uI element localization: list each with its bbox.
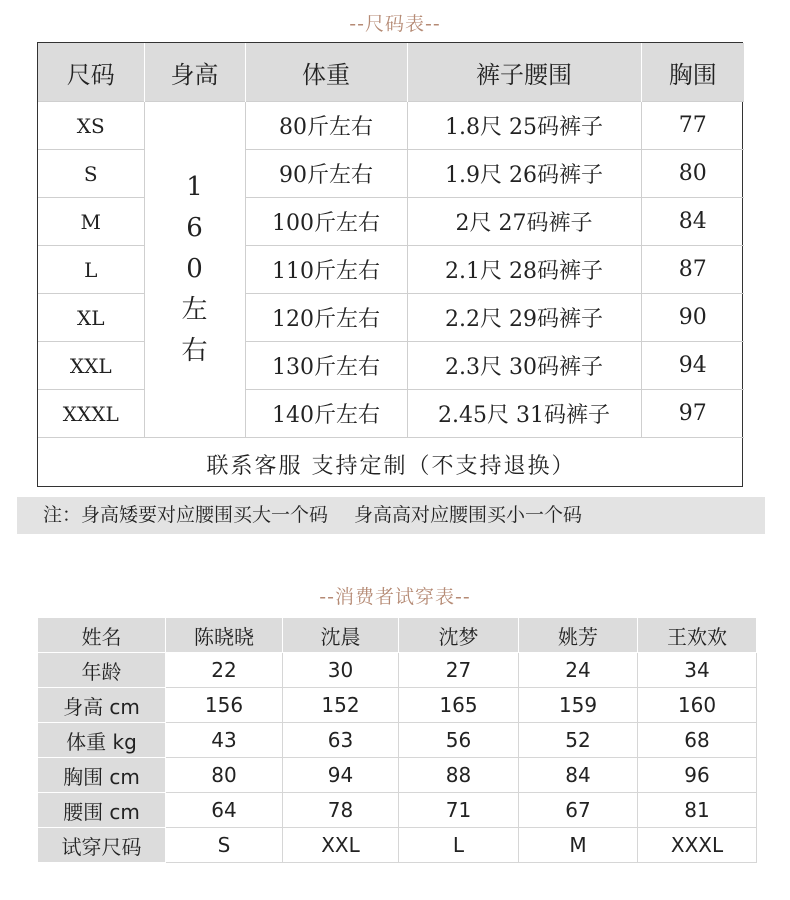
size-value: L: [38, 246, 144, 294]
trial-value: 80: [166, 758, 283, 793]
weight-value: 110斤左右: [245, 246, 407, 294]
trial-table: [37, 617, 757, 863]
waist-value: 2.2尺 29码裤子: [407, 294, 641, 342]
trial-table-title: --消费者试穿表--: [319, 586, 471, 608]
trial-value: 152: [283, 688, 399, 723]
header-height: 身高: [144, 43, 245, 102]
trial-value: 165: [399, 688, 519, 723]
chest-value: 94: [641, 342, 744, 390]
row-label: 身高 cm: [38, 688, 166, 723]
note-tall: 身高高对应腰围买小一个码: [354, 504, 583, 526]
size-value: XL: [38, 294, 144, 342]
note-short: 注：身高矮要对应腰围买大一个码: [43, 504, 329, 526]
waist-value: 2.3尺 30码裤子: [407, 342, 641, 390]
trial-value: 56: [399, 723, 519, 758]
height-char: 1: [186, 172, 203, 202]
chest-value: 97: [641, 390, 744, 438]
header-chest: 胸围: [641, 43, 744, 102]
trial-value: 34: [638, 653, 757, 688]
trial-value: 78: [283, 793, 399, 828]
weight-value: 80斤左右: [245, 102, 407, 150]
size-chart-title: --尺码表--: [349, 13, 441, 35]
trial-value: 22: [166, 653, 283, 688]
trial-row: [38, 828, 757, 863]
trial-value: 88: [399, 758, 519, 793]
trial-row: [38, 758, 757, 793]
size-row: [38, 198, 744, 246]
size-row: [38, 294, 744, 342]
size-value: XXXL: [38, 390, 144, 438]
trial-value: 67: [519, 793, 638, 828]
row-label: 体重 kg: [38, 723, 166, 758]
trial-row: [38, 653, 757, 688]
trial-value: XXL: [283, 828, 399, 863]
size-row: [38, 390, 744, 438]
size-chart-header-row: [38, 43, 744, 102]
size-row: [38, 150, 744, 198]
trial-row: [38, 688, 757, 723]
trial-value: 71: [399, 793, 519, 828]
size-value: XS: [38, 102, 144, 150]
waist-value: 1.9尺 26码裤子: [407, 150, 641, 198]
trial-value: M: [519, 828, 638, 863]
weight-value: 90斤左右: [245, 150, 407, 198]
trial-value: 64: [166, 793, 283, 828]
trial-value: L: [399, 828, 519, 863]
header-weight: 体重: [245, 43, 407, 102]
chest-value: 87: [641, 246, 744, 294]
header-waist: 裤子腰围: [407, 43, 641, 102]
size-value: S: [38, 150, 144, 198]
size-value: M: [38, 198, 144, 246]
height-value: [144, 102, 245, 438]
trial-row: [38, 793, 757, 828]
weight-value: 140斤左右: [245, 390, 407, 438]
weight-value: 100斤左右: [245, 198, 407, 246]
weight-value: 130斤左右: [245, 342, 407, 390]
contact-row: [38, 438, 744, 491]
row-label: 胸围 cm: [38, 758, 166, 793]
height-char: 左: [181, 295, 208, 325]
trial-value: 24: [519, 653, 638, 688]
trial-value: 52: [519, 723, 638, 758]
size-row: [38, 246, 744, 294]
waist-value: 2尺 27码裤子: [407, 198, 641, 246]
trial-value: 81: [638, 793, 757, 828]
size-value: XXL: [38, 342, 144, 390]
chest-value: 80: [641, 150, 744, 198]
trial-value: 68: [638, 723, 757, 758]
trial-value: 94: [283, 758, 399, 793]
tester-name: 陈晓晓: [166, 618, 283, 653]
tester-name: 沈梦: [399, 618, 519, 653]
height-char: 右: [181, 336, 208, 366]
size-row: [38, 102, 744, 150]
contact-text: 联系客服 支持定制（不支持退换）: [38, 438, 744, 491]
trial-value: 27: [399, 653, 519, 688]
trial-value: 84: [519, 758, 638, 793]
height-char: 0: [186, 254, 203, 284]
size-row: [38, 342, 744, 390]
trial-header-row: [38, 618, 757, 653]
trial-value: 43: [166, 723, 283, 758]
trial-value: 30: [283, 653, 399, 688]
row-label: 试穿尺码: [38, 828, 166, 863]
header-size: 尺码: [38, 43, 144, 102]
trial-row: [38, 723, 757, 758]
trial-value: 96: [638, 758, 757, 793]
tester-name: 姚芳: [519, 618, 638, 653]
chest-value: 77: [641, 102, 744, 150]
trial-value: 63: [283, 723, 399, 758]
tester-name: 沈晨: [283, 618, 399, 653]
waist-value: 2.1尺 28码裤子: [407, 246, 641, 294]
height-char: 6: [186, 213, 203, 243]
chest-value: 90: [641, 294, 744, 342]
trial-value: 156: [166, 688, 283, 723]
waist-value: 2.45尺 31码裤子: [407, 390, 641, 438]
row-label: 腰围 cm: [38, 793, 166, 828]
trial-value: 160: [638, 688, 757, 723]
size-chart-table: [37, 42, 743, 487]
waist-value: 1.8尺 25码裤子: [407, 102, 641, 150]
trial-value: 159: [519, 688, 638, 723]
trial-value: S: [166, 828, 283, 863]
chest-value: 84: [641, 198, 744, 246]
row-label: 年龄: [38, 653, 166, 688]
size-note: [17, 497, 765, 534]
weight-value: 120斤左右: [245, 294, 407, 342]
trial-value: XXXL: [638, 828, 757, 863]
tester-name: 王欢欢: [638, 618, 757, 653]
row-label: 姓名: [38, 618, 166, 653]
